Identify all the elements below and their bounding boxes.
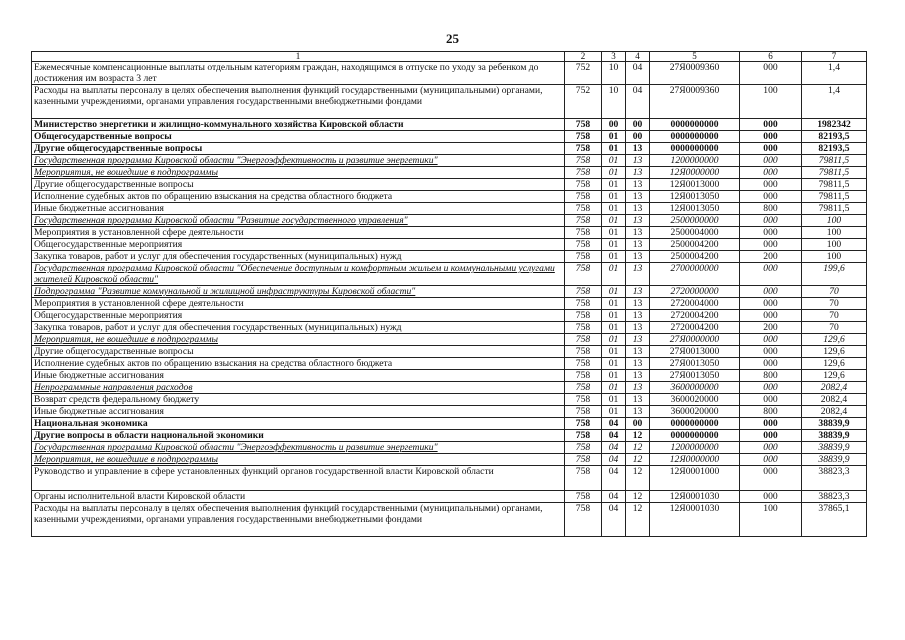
row-section: 01 [602,358,626,370]
row-description: Мероприятия в установленной сфере деятельности [32,298,565,310]
row-description: Мероприятия, не вошедшие в подпрограммы [32,167,565,179]
row-amount: 38823,3 [802,466,867,491]
row-target-article: 0000000000 [650,143,740,155]
row-amount: 2082,4 [802,406,867,418]
row-section: 10 [602,62,626,85]
row-amount: 1,4 [802,85,867,119]
row-expense-type: 000 [740,155,802,167]
row-expense-type: 000 [740,442,802,454]
page-number: 25 [446,31,459,46]
row-subsection: 13 [626,215,650,227]
table-row [32,358,867,370]
table-row [32,370,867,382]
row-description: Другие общегосударственные вопросы [32,346,565,358]
row-admin-code: 752 [565,62,602,85]
row-admin-code: 758 [565,286,602,298]
row-amount: 129,6 [802,370,867,382]
row-admin-code: 758 [565,418,602,430]
row-expense-type: 200 [740,251,802,263]
row-admin-code: 758 [565,491,602,503]
row-subsection: 13 [626,382,650,394]
row-subsection: 13 [626,334,650,346]
row-target-article: 1200000000 [650,442,740,454]
row-subsection: 13 [626,394,650,406]
row-section: 04 [602,442,626,454]
row-expense-type: 000 [740,346,802,358]
row-subsection: 04 [626,85,650,119]
row-subsection: 13 [626,406,650,418]
row-subsection: 13 [626,203,650,215]
row-description: Иные бюджетные ассигнования [32,406,565,418]
row-expense-type: 000 [740,394,802,406]
row-amount: 79811,5 [802,179,867,191]
row-section: 01 [602,334,626,346]
table-row [32,298,867,310]
row-target-article: 27Я0000000 [650,334,740,346]
table-body [32,62,867,537]
table-row [32,442,867,454]
row-subsection: 13 [626,298,650,310]
row-section: 01 [602,298,626,310]
row-section: 10 [602,85,626,119]
row-target-article: 12Я0001030 [650,503,740,537]
row-admin-code: 758 [565,466,602,491]
table-row [32,310,867,322]
row-target-article: 12Я0013050 [650,191,740,203]
row-target-article: 2720004000 [650,298,740,310]
row-subsection: 12 [626,430,650,442]
column-header: 3 [602,52,626,62]
table-row [32,454,867,466]
row-subsection: 13 [626,191,650,203]
row-description: Мероприятия в установленной сфере деятельности [32,227,565,239]
row-expense-type: 000 [740,286,802,298]
row-expense-type: 000 [740,454,802,466]
row-admin-code: 758 [565,155,602,167]
row-amount: 70 [802,310,867,322]
row-target-article: 3600020000 [650,394,740,406]
row-section: 04 [602,491,626,503]
table-row [32,251,867,263]
row-target-article: 2500004200 [650,251,740,263]
row-target-article: 2700000000 [650,263,740,286]
row-expense-type: 000 [740,62,802,85]
table-row [32,334,867,346]
row-description: Мероприятия, не вошедшие в подпрограммы [32,454,565,466]
row-amount: 100 [802,227,867,239]
row-description: Исполнение судебных актов по обращению взыскания на средства областного бюджета [32,191,565,203]
row-expense-type: 100 [740,85,802,119]
row-description: Непрограммные направления расходов [32,382,565,394]
row-section: 04 [602,418,626,430]
table-row [32,346,867,358]
row-subsection: 13 [626,286,650,298]
row-target-article: 12Я0000000 [650,454,740,466]
row-amount: 129,6 [802,358,867,370]
row-section: 01 [602,322,626,334]
row-admin-code: 758 [565,298,602,310]
row-target-article: 0000000000 [650,418,740,430]
row-target-article: 12Я0001030 [650,491,740,503]
row-section: 01 [602,310,626,322]
column-header: 5 [650,52,740,62]
row-amount: 79811,5 [802,167,867,179]
column-header: 2 [565,52,602,62]
row-admin-code: 758 [565,215,602,227]
row-subsection: 13 [626,358,650,370]
row-section: 01 [602,179,626,191]
row-description: Общегосударственные мероприятия [32,239,565,251]
table-row [32,418,867,430]
row-section: 00 [602,119,626,131]
row-admin-code: 758 [565,251,602,263]
row-target-article: 27Я0009360 [650,62,740,85]
row-admin-code: 758 [565,227,602,239]
row-section: 01 [602,286,626,298]
row-admin-code: 758 [565,382,602,394]
row-subsection: 04 [626,62,650,85]
row-admin-code: 758 [565,203,602,215]
row-amount: 70 [802,322,867,334]
table-row [32,203,867,215]
row-admin-code: 758 [565,179,602,191]
row-amount: 100 [802,251,867,263]
row-section: 01 [602,406,626,418]
row-section: 01 [602,203,626,215]
row-section: 01 [602,382,626,394]
row-expense-type: 000 [740,263,802,286]
row-amount: 38839,9 [802,418,867,430]
row-expense-type: 000 [740,179,802,191]
row-subsection: 00 [626,418,650,430]
row-admin-code: 758 [565,119,602,131]
row-description: Возврат средств федеральному бюджету [32,394,565,406]
row-subsection: 13 [626,143,650,155]
row-expense-type: 000 [740,430,802,442]
row-expense-type: 800 [740,406,802,418]
table-row [32,191,867,203]
row-section: 01 [602,143,626,155]
row-expense-type: 000 [740,491,802,503]
row-amount: 2082,4 [802,394,867,406]
row-amount: 70 [802,286,867,298]
table-row [32,322,867,334]
table-row [32,85,867,119]
row-amount: 199,6 [802,263,867,286]
row-admin-code: 758 [565,191,602,203]
row-admin-code: 758 [565,143,602,155]
row-target-article: 27Я0013000 [650,346,740,358]
row-target-article: 0000000000 [650,131,740,143]
row-admin-code: 758 [565,322,602,334]
row-description: Другие вопросы в области национальной экономики [32,430,565,442]
row-subsection: 12 [626,466,650,491]
row-admin-code: 758 [565,131,602,143]
row-admin-code: 758 [565,239,602,251]
row-description: Другие общегосударственные вопросы [32,143,565,155]
row-amount: 37865,1 [802,503,867,537]
row-expense-type: 000 [740,310,802,322]
row-section: 04 [602,454,626,466]
row-section: 01 [602,167,626,179]
row-description: Государственная программа Кировской области "Энергоэффективность и развитие энергетики" [32,442,565,454]
row-expense-type: 000 [740,334,802,346]
row-target-article: 0000000000 [650,119,740,131]
row-amount: 129,6 [802,346,867,358]
row-description: Ежемесячные компенсационные выплаты отдельным категориям граждан, находящимся в отпуске по уходу за ребенком до достижения им возраста 3 лет [32,62,565,85]
row-description: Другие общегосударственные вопросы [32,179,565,191]
row-target-article: 0000000000 [650,430,740,442]
row-admin-code: 758 [565,310,602,322]
row-expense-type: 100 [740,503,802,537]
row-section: 01 [602,191,626,203]
row-description: Государственная программа Кировской области "Энергоэффективность и развитие энергетики" [32,155,565,167]
row-description: Общегосударственные мероприятия [32,310,565,322]
row-amount: 38839,9 [802,430,867,442]
row-subsection: 13 [626,263,650,286]
row-amount: 100 [802,215,867,227]
row-subsection: 13 [626,239,650,251]
row-section: 04 [602,503,626,537]
row-admin-code: 758 [565,334,602,346]
row-description: Иные бюджетные ассигнования [32,370,565,382]
row-admin-code: 758 [565,370,602,382]
row-section: 01 [602,263,626,286]
row-amount: 1982342 [802,119,867,131]
row-subsection: 00 [626,131,650,143]
table-row [32,430,867,442]
column-header: 6 [740,52,802,62]
row-expense-type: 000 [740,466,802,491]
table-row [32,155,867,167]
row-description: Государственная программа Кировской области "Развитие государственного управления" [32,215,565,227]
table-row [32,286,867,298]
row-description: Руководство и управление в сфере установленных функций органов государственной власти Кировской области [32,466,565,491]
row-target-article: 2720004200 [650,322,740,334]
row-description: Национальная экономика [32,418,565,430]
row-description: Мероприятия, не вошедшие в подпрограммы [32,334,565,346]
row-amount: 38839,9 [802,442,867,454]
column-header: 4 [626,52,650,62]
row-expense-type: 800 [740,370,802,382]
row-section: 01 [602,346,626,358]
row-expense-type: 000 [740,418,802,430]
row-subsection: 13 [626,155,650,167]
row-expense-type: 000 [740,167,802,179]
table-row [32,215,867,227]
row-admin-code: 758 [565,358,602,370]
row-section: 01 [602,227,626,239]
row-description: Органы исполнительной власти Кировской области [32,491,565,503]
row-target-article: 2500004000 [650,227,740,239]
row-expense-type: 000 [740,131,802,143]
table-row [32,179,867,191]
table-row [32,263,867,286]
budget-table [31,51,867,537]
row-target-article: 27Я0013050 [650,358,740,370]
row-expense-type: 000 [740,358,802,370]
row-description: Закупка товаров, работ и услуг для обеспечения государственных (муниципальных) нужд [32,251,565,263]
row-section: 01 [602,394,626,406]
row-subsection: 13 [626,179,650,191]
row-expense-type: 800 [740,203,802,215]
table-row [32,406,867,418]
row-expense-type: 000 [740,227,802,239]
row-amount: 129,6 [802,334,867,346]
row-description: Исполнение судебных актов по обращению взыскания на средства областного бюджета [32,358,565,370]
row-admin-code: 758 [565,406,602,418]
row-subsection: 13 [626,310,650,322]
row-expense-type: 000 [740,119,802,131]
row-admin-code: 758 [565,430,602,442]
row-section: 04 [602,466,626,491]
row-description: Закупка товаров, работ и услуг для обеспечения государственных (муниципальных) нужд [32,322,565,334]
row-admin-code: 758 [565,442,602,454]
row-expense-type: 000 [740,191,802,203]
row-target-article: 1200000000 [650,155,740,167]
row-section: 01 [602,155,626,167]
column-header: 1 [32,52,565,62]
row-description: Государственная программа Кировской области "Обеспечение доступным и комфортным жильем и коммунальными услугами жителей Кировской области" [32,263,565,286]
row-expense-type: 000 [740,382,802,394]
table-row [32,394,867,406]
row-target-article: 3600020000 [650,406,740,418]
table-row [32,143,867,155]
row-expense-type: 000 [740,298,802,310]
row-amount: 38823,3 [802,491,867,503]
row-amount: 100 [802,239,867,251]
table-row [32,382,867,394]
row-admin-code: 752 [565,85,602,119]
row-admin-code: 758 [565,263,602,286]
row-subsection: 13 [626,322,650,334]
row-amount: 1,4 [802,62,867,85]
row-target-article: 12Я0001000 [650,466,740,491]
row-target-article: 12Я0013050 [650,203,740,215]
row-target-article: 27Я0013050 [650,370,740,382]
table-row [32,227,867,239]
row-section: 01 [602,239,626,251]
row-target-article: 12Я0013000 [650,179,740,191]
row-target-article: 27Я0009360 [650,85,740,119]
header-row [32,52,867,62]
row-subsection: 12 [626,442,650,454]
row-target-article: 12Я0000000 [650,167,740,179]
row-section: 01 [602,131,626,143]
row-amount: 79811,5 [802,203,867,215]
row-description: Общегосударственные вопросы [32,131,565,143]
row-section: 01 [602,370,626,382]
row-amount: 2082,4 [802,382,867,394]
row-admin-code: 758 [565,503,602,537]
row-description: Министерство энергетики и жилищно-коммунального хозяйства Кировской области [32,119,565,131]
row-target-article: 2720000000 [650,286,740,298]
row-amount: 79811,5 [802,155,867,167]
row-description: Иные бюджетные ассигнования [32,203,565,215]
row-admin-code: 758 [565,346,602,358]
row-expense-type: 200 [740,322,802,334]
table-row [32,131,867,143]
row-section: 01 [602,215,626,227]
row-target-article: 2720004200 [650,310,740,322]
row-amount: 79811,5 [802,191,867,203]
row-admin-code: 758 [565,454,602,466]
row-description: Подпрограмма "Развитие коммунальной и жилищной инфраструктуры Кировской области" [32,286,565,298]
row-admin-code: 758 [565,394,602,406]
row-subsection: 13 [626,346,650,358]
row-admin-code: 758 [565,167,602,179]
column-header: 7 [802,52,867,62]
row-expense-type: 000 [740,239,802,251]
table-row [32,503,867,537]
row-subsection: 13 [626,227,650,239]
row-subsection: 13 [626,167,650,179]
table-row [32,167,867,179]
row-section: 04 [602,430,626,442]
table-row [32,466,867,491]
row-target-article: 2500004200 [650,239,740,251]
row-expense-type: 000 [740,143,802,155]
row-target-article: 2500000000 [650,215,740,227]
row-subsection: 12 [626,491,650,503]
row-amount: 70 [802,298,867,310]
row-subsection: 12 [626,503,650,537]
row-subsection: 13 [626,370,650,382]
row-description: Расходы на выплаты персоналу в целях обеспечения выполнения функций государственными (муниципальными) органами, казенными учреждениями, органами управления государственными внебюджетными фондами [32,503,565,537]
row-amount: 38839,9 [802,454,867,466]
row-subsection: 00 [626,119,650,131]
row-section: 01 [602,251,626,263]
row-amount: 82193,5 [802,131,867,143]
row-subsection: 12 [626,454,650,466]
row-amount: 82193,5 [802,143,867,155]
row-target-article: 3600000000 [650,382,740,394]
table-row [32,119,867,131]
table-row [32,62,867,85]
row-expense-type: 000 [740,215,802,227]
row-subsection: 13 [626,251,650,263]
table-row [32,239,867,251]
row-description: Расходы на выплаты персоналу в целях обеспечения выполнения функций государственными (муниципальными) органами, казенными учреждениями, органами управления государственными внебюджетными фондами [32,85,565,119]
table-row [32,491,867,503]
